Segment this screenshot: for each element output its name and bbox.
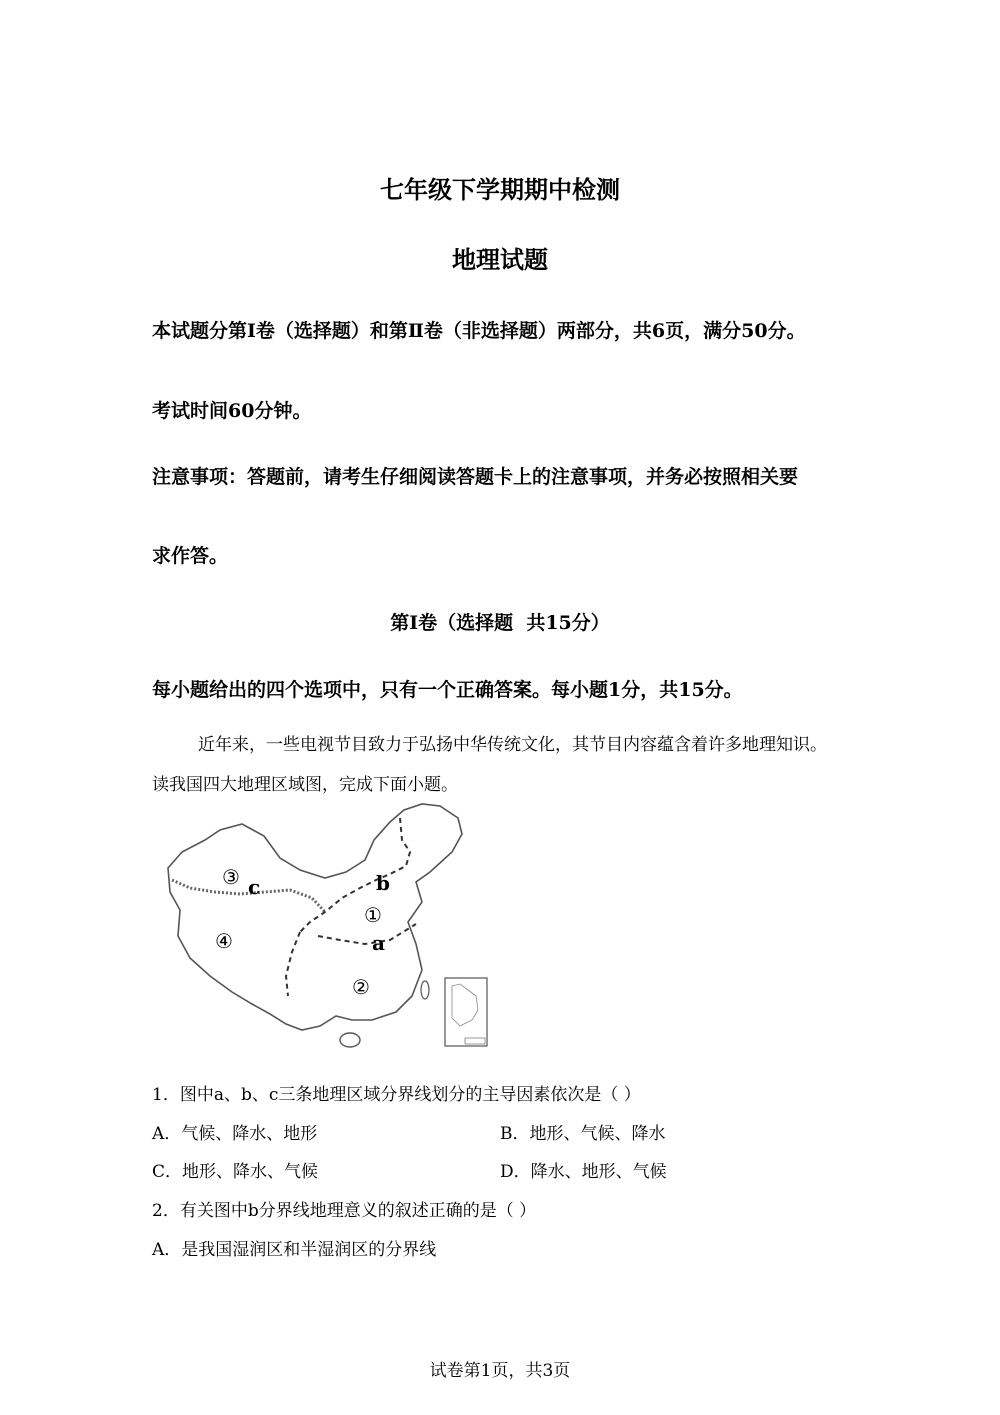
passage-line-1: 近年来，一些电视节目致力于弘扬中华传统文化，其节目内容蕴含着许多地理知识。 [198, 735, 827, 755]
question-2-stem: 2．有关图中b分界线地理意义的叙述正确的是（ ） [152, 1201, 537, 1221]
page-footer: 试卷第1页，共3页 [429, 1361, 571, 1381]
instruction-line-1: 本试题分第Ⅰ卷（选择题）和第Ⅱ卷（非选择题）两部分，共6页，满分50分。 [152, 320, 806, 342]
label-b: b [376, 871, 390, 895]
instruction-line-2: 考试时间60分钟。 [152, 400, 312, 422]
hainan-island [340, 1033, 360, 1047]
question-1-stem: 1．图中a、b、c三条地理区域分界线划分的主导因素依次是（ ） [152, 1085, 641, 1105]
label-r3: ③ [222, 865, 240, 889]
label-r2: ② [352, 975, 370, 999]
question-2-option-a[interactable]: A．是我国湿润区和半湿润区的分界线 [152, 1240, 437, 1260]
china-outline [168, 804, 462, 1030]
question-1-option-d[interactable]: D．降水、地形、气候 [500, 1162, 667, 1182]
question-1-option-c[interactable]: C．地形、降水、气候 [152, 1162, 319, 1182]
question-1-option-a[interactable]: A．气候、降水、地形 [152, 1124, 318, 1144]
label-a: a [372, 931, 385, 955]
boundary-east-tibet [286, 932, 300, 996]
question-1-option-b[interactable]: B．地形、气候、降水 [500, 1124, 666, 1144]
label-r1: ① [364, 903, 382, 927]
china-regions-map [160, 800, 495, 1055]
section-note: 每小题给出的四个选项中，只有一个正确答案。每小题1分，共15分。 [152, 679, 743, 701]
section-heading: 第Ⅰ卷（选择题 共15分） [390, 612, 610, 634]
exam-subtitle: 地理试题 [452, 245, 548, 274]
label-r4: ④ [215, 929, 233, 953]
instruction-line-4: 求作答。 [152, 545, 229, 567]
boundary-a [318, 924, 416, 944]
passage-line-2: 读我国四大地理区域图，完成下面小题。 [152, 775, 458, 795]
instruction-line-3: 注意事项：答题前，请考生仔细阅读答题卡上的注意事项，并务必按照相关要 [152, 466, 799, 488]
south-china-sea-inset [445, 978, 487, 1046]
taiwan-island [421, 981, 429, 999]
exam-title: 七年级下学期期中检测 [380, 175, 620, 204]
label-c: c [248, 875, 261, 899]
